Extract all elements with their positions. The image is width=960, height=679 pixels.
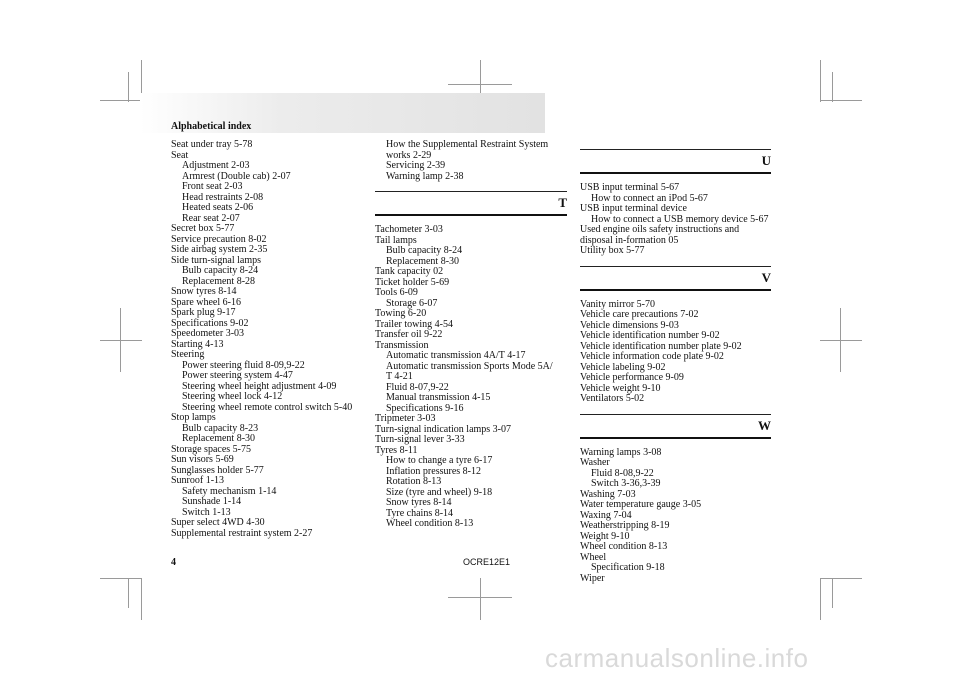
index-entry: Wiper — [580, 572, 605, 584]
divider-rule — [580, 172, 771, 174]
index-entry: Supplemental restraint system 2-27 — [171, 527, 313, 539]
index-entry: Warning lamps 3-08 — [580, 446, 662, 458]
section-letter: W — [758, 417, 771, 433]
index-subentry: Rotation 8-13 — [386, 476, 442, 487]
index-subentry: Warning lamp 2-38 — [386, 170, 464, 182]
index-subentry: Head restraints 2-08 — [182, 191, 264, 203]
index-entry: Turn-signal lever 3-33 — [375, 434, 465, 445]
index-subentry: Heated seats 2-06 — [182, 202, 254, 213]
index-subentry: Replacement 8-30 — [386, 255, 460, 267]
index-entry: Vehicle information code plate 9-02 — [580, 351, 724, 362]
index-subentry: Snow tyres 8-14 — [386, 497, 452, 508]
page-number: 4 — [171, 557, 176, 568]
index-entry: Stop lamps — [171, 412, 216, 423]
index-entry: Used engine oils safety instructions and disposal in-formation 05 — [580, 224, 740, 246]
index-subentry: Front seat 2-03 — [182, 181, 243, 192]
index-entry: Weatherstripping 8-19 — [580, 520, 670, 531]
document-code: OCRE12E1 — [463, 557, 511, 567]
index-subentry: How to connect a USB memory device 5-67 — [591, 213, 769, 225]
divider-rule — [580, 289, 771, 291]
index-entry: Wheel condition 8-13 — [580, 541, 668, 552]
index-subentry: Manual transmission 4-15 — [386, 392, 491, 403]
index-subentry: Safety mechanism 1-14 — [182, 485, 277, 497]
index-column-middle — [375, 140, 567, 530]
index-entry: Vehicle weight 9-10 — [580, 382, 661, 394]
index-subentry: Adjustment 2-03 — [182, 160, 250, 171]
index-entry: Service precaution 8-02 — [171, 233, 267, 245]
index-entry: Steering — [171, 349, 205, 360]
index-subentry: Wheel condition 8-13 — [386, 518, 474, 529]
section-letter: T — [558, 195, 567, 210]
index-subentry: Sunshade 1-14 — [182, 496, 242, 507]
index-entry: Vanity mirror 5-70 — [580, 298, 655, 310]
index-entry: Water temperature gauge 3-05 — [580, 499, 702, 510]
index-entry: Vehicle dimensions 9-03 — [580, 319, 679, 331]
index-subentry: Armrest (Double cab) 2-07 — [182, 170, 291, 182]
index-subentry: Size (tyre and wheel) 9-18 — [386, 486, 493, 498]
index-subentry: Steering wheel remote control switch 5-40 — [182, 401, 353, 413]
index-subentry: Inflation pressures 8-12 — [386, 465, 481, 477]
index-entry: Transmission — [375, 339, 429, 351]
index-subentry: Replacement 8-30 — [182, 433, 256, 444]
index-entry: Side airbag system 2-35 — [171, 244, 268, 255]
index-subentry: How to connect an iPod 5-67 — [591, 192, 708, 204]
index-entry: Ticket holder 5-69 — [375, 276, 450, 288]
letter-divider — [375, 191, 567, 216]
index-entry: Tripmeter 3-03 — [375, 413, 436, 424]
index-entry: Vehicle performance 9-09 — [580, 372, 684, 383]
index-entry: Transfer oil 9-22 — [375, 329, 443, 340]
index-entry: Spark plug 9-17 — [171, 307, 236, 318]
index-entry: Washer — [580, 457, 610, 468]
index-entry: Tools 6-09 — [375, 287, 418, 298]
index-entry: Super select 4WD 4-30 — [171, 517, 265, 528]
index-subentry: Power steering system 4-47 — [182, 370, 293, 381]
index-subentry: Fluid 8-07,9-22 — [386, 381, 449, 393]
index-subentry: Storage 6-07 — [386, 297, 438, 309]
index-subentry: Switch 1-13 — [182, 506, 231, 518]
index-entry: Wheel — [580, 551, 607, 563]
index-entry: Snow tyres 8-14 — [171, 286, 237, 297]
index-entry: Vehicle identification number plate 9-02 — [580, 340, 742, 352]
index-subentry: Steering wheel height adjustment 4-09 — [182, 380, 337, 392]
index-entry: Side turn-signal lamps — [171, 254, 261, 266]
index-subentry: Bulb capacity 8-23 — [182, 422, 259, 434]
index-subentry: Automatic transmission Sports Mode 5A/ — [386, 360, 553, 372]
index-subentry: Specification 9-18 — [591, 562, 665, 573]
index-subentry: Bulb capacity 8-24 — [182, 265, 259, 276]
index-subentry: Switch 3-36,3-39 — [591, 478, 661, 489]
section-title: Alphabetical index — [171, 121, 252, 132]
divider-rule — [580, 437, 771, 439]
index-entry: Seat — [171, 149, 189, 161]
index-subentry: Rear seat 2-07 — [182, 212, 240, 224]
index-entry: Sunroof 1-13 — [171, 475, 225, 486]
section-letter: U — [761, 153, 771, 168]
index-entry: Tachometer 3-03 — [375, 224, 443, 235]
index-subentry: Servicing 2-39 — [386, 160, 446, 171]
index-subentry: Specifications 9-16 — [386, 402, 464, 414]
index-subentry: T 4-21 — [386, 371, 413, 382]
section-letter: V — [761, 269, 771, 285]
index-entry: USB input terminal 5-67 — [580, 182, 680, 193]
index-entry: Tail lamps — [375, 234, 417, 246]
index-entry: Vehicle identification number 9-02 — [580, 330, 720, 341]
index-entry: Weight 9-10 — [580, 530, 630, 542]
index-entry: USB input terminal device — [580, 203, 687, 214]
index-subentry: Fluid 8-08,9-22 — [591, 467, 654, 479]
index-subentry: Steering wheel lock 4-12 — [182, 391, 283, 402]
divider-rule — [375, 214, 567, 216]
index-entry: Ventilators 5-02 — [580, 393, 645, 404]
index-entry: Starting 4-13 — [171, 338, 224, 350]
index-entry: Waxing 7-04 — [580, 509, 632, 521]
index-subentry: Automatic transmission 4A/T 4-17 — [386, 350, 526, 361]
index-entry: Specifications 9-02 — [171, 317, 249, 329]
index-entry: Seat under tray 5-78 — [171, 139, 253, 150]
index-subentry: Bulb capacity 8-24 — [386, 245, 463, 256]
index-subentry: How to change a tyre 6-17 — [386, 455, 493, 466]
index-entry: Vehicle care precautions 7-02 — [580, 309, 699, 320]
watermark: carmanualsonline.info — [545, 643, 809, 673]
index-entry: Tyres 8-11 — [375, 444, 418, 456]
index-entry: Tank capacity 02 — [375, 266, 444, 277]
letter-divider — [580, 149, 771, 174]
index-subentry: Power steering fluid 8-09,9-22 — [182, 359, 305, 371]
index-column-left — [171, 140, 371, 539]
index-entry: Speedometer 3-03 — [171, 328, 245, 339]
index-entry: Trailer towing 4-54 — [375, 318, 453, 330]
index-entry: Turn-signal indication lamps 3-07 — [375, 423, 512, 435]
index-subentry: How the Supplemental Restraint System works 2-29 — [386, 139, 549, 161]
index-entry: Secret box 5-77 — [171, 223, 235, 234]
index-entry: Sunglasses holder 5-77 — [171, 464, 264, 476]
index-entry: Sun visors 5-69 — [171, 454, 234, 465]
index-column-right — [580, 140, 771, 584]
index-subentry: Replacement 8-28 — [182, 275, 256, 287]
letter-divider — [580, 414, 771, 439]
index-entry: Utility box 5-77 — [580, 245, 645, 256]
index-entry: Spare wheel 6-16 — [171, 296, 241, 308]
index-subentry: Tyre chains 8-14 — [386, 507, 454, 519]
index-entry: Storage spaces 5-75 — [171, 443, 251, 455]
index-entry: Vehicle labeling 9-02 — [580, 361, 666, 373]
index-entry: Washing 7-03 — [580, 488, 636, 500]
index-entry: Towing 6-20 — [375, 308, 427, 319]
letter-divider — [580, 266, 771, 291]
